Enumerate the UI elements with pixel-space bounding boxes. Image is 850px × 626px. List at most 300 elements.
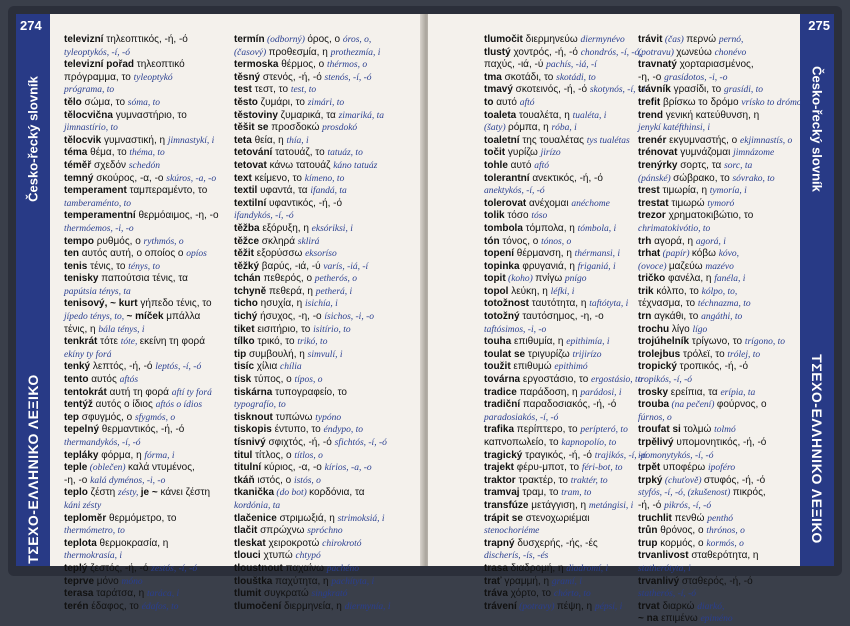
entry-transliteration: penthó	[707, 513, 734, 524]
entry-translation: συμβουλή, η	[246, 348, 308, 360]
entry-headword: termín	[234, 34, 265, 45]
entry-headword: temperament	[64, 185, 127, 197]
dictionary-entry-line	[484, 110, 634, 123]
entry-transliteration: grasídi, to	[723, 85, 763, 96]
entry-headword: teple	[64, 462, 88, 474]
entry-transliteration: kírios, -a, -o	[324, 463, 372, 474]
dictionary-entry-line	[64, 84, 214, 97]
dictionary-entry-line	[64, 601, 214, 614]
entry-translation: εκγυμναστής, ο	[666, 134, 741, 146]
entry-transliteration: traktér, to	[570, 475, 608, 486]
entry-translation: σκούρος, -α, -ο	[93, 172, 167, 184]
entry-transliteration: léfki, i	[550, 286, 575, 297]
entry-headword: topit	[484, 273, 506, 285]
dictionary-entry-line	[638, 361, 793, 374]
entry-translation: ζεστός, -ή, -ό	[87, 562, 152, 574]
entry-transliteration: paradosiakós, -í, -ó	[484, 412, 559, 423]
entry-translation: ρυθμός, ο	[94, 235, 144, 247]
entry-translation: γραμμή, η	[501, 575, 552, 587]
entry-transliteration: jípedo ténys, to,	[64, 312, 127, 323]
entry-transliteration: aftós	[119, 375, 139, 386]
entry-transliteration: pnígo	[564, 274, 587, 285]
entry-transliteration: kímeno, to	[304, 173, 345, 184]
entry-headword: tlustý	[484, 46, 511, 58]
dictionary-entry-line	[638, 387, 793, 400]
right-page	[428, 14, 834, 625]
entry-translation: θερμαντικός, -ή, -ό	[99, 424, 185, 436]
entry-headword: trenér	[638, 134, 667, 146]
entry-transliteration: agorá, i	[695, 236, 726, 247]
entry-translation: παράδοση, η	[516, 386, 581, 398]
entry-transliteration: diermynía, i	[344, 601, 391, 612]
dictionary-entry-line	[234, 236, 419, 249]
entry-headword: těžba	[234, 222, 260, 234]
dictionary-entry-line	[638, 47, 793, 60]
entry-transliteration: (papír)	[660, 249, 692, 260]
dictionary-entry-line	[484, 588, 634, 601]
entry-translation: τυπώνω	[272, 411, 316, 423]
entry-headword: tlouštka	[234, 575, 273, 587]
entry-transliteration: tyleoptykó	[133, 72, 173, 83]
dictionary-entry-line	[484, 412, 634, 425]
entry-headword: tísnivý	[234, 437, 266, 448]
dictionary-entry-line	[64, 210, 219, 223]
entry-transliteration: chonévo	[714, 47, 747, 58]
entry-headword: tchyně	[234, 285, 267, 297]
entry-headword: těstoviny	[234, 109, 278, 121]
dictionary-entry-line	[234, 487, 419, 500]
entry-headword: text	[234, 172, 252, 184]
entry-translation: μαζεύω	[668, 260, 706, 272]
entry-transliteration: sfygmós, o	[134, 412, 176, 423]
dictionary-entry-line	[234, 601, 419, 614]
entry-headword: trávit	[638, 34, 663, 45]
dictionary-entry-line	[64, 487, 214, 500]
entry-translation: διαδρομή, η	[507, 562, 567, 574]
dictionary-entry-line	[638, 613, 793, 626]
dictionary-entry-line	[64, 374, 214, 387]
dictionary-entry-line	[64, 236, 214, 249]
entry-transliteration: isitírio, to	[313, 324, 351, 335]
entry-transliteration: stenochoriéme	[484, 526, 540, 537]
entry-transliteration: (ovoce)	[638, 261, 669, 272]
dictionary-entry-line	[234, 147, 419, 160]
entry-headword: trénovat	[638, 147, 678, 159]
dictionary-entry-line	[64, 563, 214, 576]
dictionary-entry-line	[638, 72, 793, 85]
entry-translation: φούρνος, ο	[716, 399, 767, 411]
entry-translation: σκοτεινός, -ή, -ό	[512, 84, 590, 96]
dictionary-entry-line	[484, 576, 634, 589]
entry-transliteration: (do bot)	[274, 488, 310, 499]
entry-translation: τραγικός, -ή, -ό	[522, 449, 595, 461]
entry-translation: εξόρυξη, η	[259, 222, 312, 234]
dictionary-entry-line	[484, 449, 647, 463]
entry-transliteration: thérmos, o	[327, 60, 368, 71]
entry-translation: ερείπια, τα	[668, 386, 721, 398]
entry-translation: δυσχερής, -ής, -ές	[514, 537, 598, 549]
entry-headword: tolerantní	[484, 172, 530, 184]
entry-transliteration: typóno	[315, 412, 342, 423]
entry-headword: trvat	[638, 600, 660, 612]
dictionary-entry-line	[234, 525, 419, 538]
entry-translation: γυμναστήριο, το	[112, 109, 187, 121]
entry-headword: tolik	[484, 210, 505, 222]
dictionary-entry-line	[234, 361, 419, 374]
entry-translation: χωνεύω	[676, 46, 715, 58]
dictionary-entry-line	[484, 361, 634, 374]
entry-translation: υφαντά, τα	[257, 185, 311, 197]
entry-transliteration: ipoféro	[708, 463, 736, 474]
dictionary-entry-line	[638, 424, 793, 437]
entry-translation: βρίσκω το δρόμο	[660, 96, 742, 108]
dictionary-entry-line	[64, 147, 214, 160]
entry-headword: tlačenice	[234, 512, 277, 524]
entry-headword: tenisky	[64, 273, 99, 285]
entry-headword: topinka	[484, 260, 520, 272]
entry-headword: transfúze	[484, 499, 529, 511]
entry-headword: těšit se	[234, 122, 269, 134]
entry-translation: υποφέρω	[660, 462, 709, 474]
dictionary-entry-line	[234, 261, 419, 274]
dictionary-entry-line	[484, 538, 634, 551]
dictionary-entry-line	[64, 248, 214, 261]
entry-headword: tolerovat	[484, 197, 527, 209]
entry-transliteration: pikrós, -í, -ó	[664, 500, 712, 511]
entry-translation: γήπεδο τένις, το	[137, 298, 212, 310]
entry-transliteration: édafos, to	[141, 601, 179, 612]
entry-transliteration: pachítyta, i	[331, 576, 375, 587]
dictionary-entry-line	[638, 336, 793, 349]
entry-transliteration: ekíny ty forá	[64, 349, 112, 360]
entry-headword: teplo	[64, 487, 88, 499]
dictionary-entry-line	[234, 399, 419, 412]
entry-translation: σφυγμός, ο	[79, 411, 135, 423]
entry-translation: κείμενο, το	[251, 172, 305, 184]
entry-transliteration: singkrató	[311, 589, 348, 600]
entry-translation: τιμωρία, η	[659, 185, 710, 197]
dictionary-entry-line	[484, 97, 634, 110]
entry-transliteration: téchnazma, to	[697, 299, 751, 310]
entry-translation: χτυπώ	[260, 550, 296, 562]
entry-transliteration: tómbola, i	[577, 223, 617, 234]
dictionary-entry-line	[484, 500, 634, 513]
entry-transliteration: (potravy)	[516, 601, 557, 612]
entry-headword: tělocvična	[64, 109, 113, 121]
entry-transliteration: tyleoptykós, -í, -ó	[64, 47, 130, 58]
entry-transliteration: trólej, to	[727, 349, 761, 360]
entry-transliteration: friganiá, i	[577, 261, 616, 272]
entry-transliteration: thermandykós, -í, -ó	[64, 438, 141, 448]
entry-headword: topení	[484, 248, 514, 260]
entry-translation: γρασίδι, το	[670, 84, 724, 96]
entry-transliteration: zimariká, ta	[338, 110, 384, 121]
entry-transliteration: chília	[280, 362, 302, 373]
entry-transliteration: káno tatuáz	[333, 160, 378, 171]
entry-translation: καλά ντυμένος,	[127, 462, 195, 474]
dictionary-entry-line	[484, 563, 634, 576]
entry-translation: ταυτόσημος, -η, -ο	[519, 311, 604, 323]
entry-headword: tón	[484, 235, 500, 247]
dictionary-entry-line	[234, 185, 419, 198]
entry-transliteration: isichía, i	[305, 299, 338, 310]
entry-transliteration: ténys, to	[128, 261, 160, 272]
entry-headword: trpělivý	[638, 437, 674, 448]
entry-headword: tkáň	[234, 474, 255, 486]
entry-translation: παραδοσιακός, -ή, -ό	[520, 399, 617, 411]
dictionary-entry-line	[64, 450, 214, 463]
entry-headword: tempo	[64, 235, 94, 247]
dictionary-entry-line	[234, 122, 419, 135]
entry-transliteration: théma, to	[129, 148, 165, 159]
entry-headword: tlačit	[234, 525, 258, 537]
entry-transliteration: óros, o,	[342, 35, 372, 45]
dictionary-entry-line	[234, 59, 419, 72]
entry-headword: trefit	[638, 96, 661, 108]
entry-headword: test	[234, 84, 252, 96]
entry-transliteration: (šaty)	[484, 123, 509, 134]
dictionary-entry-line	[638, 588, 793, 601]
entry-headword: téměř	[64, 159, 92, 171]
entry-translation: -η, -ο	[64, 474, 91, 486]
dictionary-entry-line	[638, 576, 793, 589]
entry-translation: θερμόμετρο, το	[106, 512, 177, 524]
entry-headword: terasa	[64, 588, 94, 600]
entry-translation: επιθυμία, η	[511, 336, 567, 348]
entry-transliteration: éndypo, to	[323, 425, 364, 436]
entry-headword: tělocvik	[64, 134, 102, 146]
entry-transliteration: (potravu)	[638, 47, 677, 58]
entry-translation: χρηματοκιβώτιο, το	[665, 210, 754, 222]
entry-headword: tombola	[484, 222, 523, 234]
entry-transliteration: sfichtós, -í, -ó	[334, 438, 387, 448]
entry-headword: tento	[64, 374, 89, 386]
entry-translation: παχύς, -ιά, -ύ	[484, 59, 547, 71]
dictionary-entry-line	[638, 34, 793, 47]
entry-transliteration: sklirá	[297, 236, 320, 247]
dictionary-entry-line	[234, 324, 419, 337]
entry-translation: χορταριασμένος,	[676, 59, 754, 71]
entry-translation: ζυμαρικά, τα	[277, 109, 339, 121]
entry-translation: χίλια	[254, 361, 281, 373]
entry-headword: truchlit	[638, 512, 672, 524]
entry-headword: toulat se	[484, 348, 526, 360]
dictionary-entry-line	[638, 601, 793, 614]
entry-transliteration: sorc, ta	[724, 160, 753, 171]
entry-translation: τεστ, το	[251, 84, 291, 96]
entry-transliteration: chórto, to	[553, 589, 591, 600]
dictionary-entry-line	[234, 248, 419, 261]
entry-headword: tričko	[638, 273, 666, 285]
entry-translation: χειροκροτώ	[265, 537, 323, 549]
entry-headword: toužit	[484, 361, 511, 373]
entry-headword: tenis	[64, 260, 88, 272]
entry-transliteration: típos, o	[294, 375, 323, 386]
dictionary-entry-line	[234, 160, 419, 173]
entry-translation: διερμηνεύω	[522, 34, 581, 45]
dictionary-entry-line	[234, 437, 419, 450]
entry-translation: τότε	[97, 336, 121, 348]
dictionary-entry-line	[234, 311, 419, 324]
entry-transliteration: fúrnos, o	[638, 412, 672, 423]
dictionary-entry-line	[234, 550, 419, 563]
entry-translation: περίπτερο, το	[514, 424, 581, 436]
dictionary-entry-line	[638, 59, 793, 72]
entry-headword: trafika	[484, 424, 515, 436]
left-page	[16, 14, 424, 612]
entry-headword: ~ míček	[126, 311, 164, 323]
entry-transliteration: diadromí, i	[566, 563, 609, 574]
dictionary-entry-line	[234, 286, 419, 299]
entry-translation: ζυμάρι, το	[257, 96, 308, 108]
dictionary-entry-line	[234, 462, 419, 475]
entry-translation: πέψη, η	[556, 600, 595, 612]
right-side-title: Česko-řecký slovník	[809, 66, 825, 192]
entry-headword: tenisový, ~ kurt	[64, 298, 138, 310]
entry-transliteration: grasídotos, -i, -o	[664, 72, 728, 83]
entry-transliteration: móno	[121, 576, 143, 587]
entry-translation: τυπογραφείο, το	[272, 386, 347, 398]
entry-translation: αυτός	[88, 374, 120, 386]
entry-translation: αυτό	[493, 96, 520, 108]
entry-translation: μπάλλα	[163, 311, 201, 323]
dictionary-entry-line	[64, 47, 214, 60]
dictionary-entry-line	[484, 336, 634, 349]
entry-headword: televizní	[64, 34, 104, 45]
entry-translation: τόσο	[504, 210, 532, 222]
dictionary-entry-line	[64, 437, 214, 450]
dictionary-entry-line	[234, 475, 419, 488]
entry-translation: έδαφος, το	[88, 600, 142, 612]
dictionary-entry-line	[638, 210, 793, 223]
entry-headword: textil	[234, 185, 258, 197]
left-page-number: 274	[20, 18, 42, 33]
entry-translation: όρος, ο	[307, 34, 343, 45]
entry-transliteration: strimoksiá, i	[337, 513, 385, 524]
entry-translation: σκοτάδι, το	[501, 71, 557, 83]
dictionary-entry-line	[638, 236, 793, 249]
dictionary-entry-line	[638, 525, 793, 538]
entry-headword: tmavý	[484, 84, 513, 96]
entry-transliteration: aftó	[519, 97, 535, 108]
entry-headword: téma	[64, 147, 88, 159]
entry-translation: σχεδόν	[91, 159, 129, 171]
entry-translation: αυτή τη φορά	[106, 386, 172, 398]
entry-transliteration: kólpo, to,	[701, 286, 738, 297]
entry-transliteration: eksoríso	[305, 249, 337, 260]
entry-headword: tenkrát	[64, 336, 98, 348]
entry-translation: τύπος, ο	[251, 374, 295, 386]
dictionary-entry-line	[638, 437, 793, 450]
dictionary-entry-line	[638, 550, 793, 563]
entry-translation: πικρός,	[732, 487, 766, 499]
entry-headword: tlouci	[234, 550, 261, 562]
entry-headword: totožnost	[484, 298, 529, 310]
dictionary-entry-line	[638, 173, 793, 186]
entry-transliteration: stenós, -í, -ó	[324, 72, 372, 83]
entry-translation: σώβρακο, το	[673, 172, 733, 184]
entry-headword: tetování	[234, 147, 273, 159]
dictionary-entry-line	[64, 336, 214, 349]
entry-translation: ταμπεραμέντο, το	[126, 185, 208, 197]
entry-transliteration: fórma, i	[144, 450, 175, 461]
entry-headword: tradiční	[484, 399, 521, 411]
entry-transliteration: róba, i	[551, 123, 577, 134]
entry-headword: titul	[234, 449, 253, 461]
entry-transliteration: ifandykós, -í, -ó	[234, 211, 294, 222]
entry-headword: teta	[234, 134, 252, 146]
entry-translation: γενική κατεύθυνση, η	[663, 109, 760, 121]
entry-transliteration: epithimó	[554, 362, 588, 373]
entry-transliteration: prógrama, to	[64, 85, 115, 96]
entry-transliteration: tropikós, -í, -ó	[638, 375, 693, 386]
entry-headword: trend	[638, 109, 663, 121]
dictionary-entry-line	[64, 399, 214, 412]
entry-translation: ζέστη	[87, 487, 118, 499]
entry-translation: γυμναστική, η	[101, 134, 168, 146]
dictionary-entry-line	[64, 273, 214, 286]
dictionary-entry-line	[638, 160, 793, 173]
entry-transliteration: taftótyta, i	[589, 299, 629, 310]
entry-transliteration: jimnázome	[733, 148, 775, 159]
entry-headword: televizní pořad	[64, 59, 135, 71]
entry-transliteration: thrónos, o	[706, 526, 745, 537]
entry-transliteration: epithimía, i	[566, 337, 610, 348]
entry-transliteration: test, to	[290, 85, 317, 96]
entry-headword: tkanička	[234, 487, 275, 499]
entry-transliteration: thermóemos, -i, -o	[64, 223, 134, 234]
entry-translation: παπούτσια τένις, τα	[98, 273, 188, 285]
entry-headword: teplota	[64, 537, 97, 549]
left-column-1	[64, 34, 219, 613]
entry-transliteration: trikó, to	[297, 337, 328, 348]
dictionary-entry-line	[234, 34, 419, 47]
entry-headword: toaletní	[484, 134, 520, 146]
entry-transliteration: tualéta, i	[572, 110, 607, 121]
entry-headword: terén	[64, 600, 89, 612]
entry-translation: τέχνασμα, το	[638, 298, 698, 310]
dictionary-entry-line	[64, 160, 214, 173]
entry-transliteration: trígono, to	[744, 337, 785, 348]
entry-headword: tloustnout	[234, 562, 283, 574]
entry-transliteration: taráca, i	[146, 589, 180, 600]
dictionary-entry-line	[638, 324, 793, 337]
entry-headword: trůn	[638, 525, 658, 537]
entry-translation: αυτός αυτή, ο οποίος ο	[79, 248, 187, 260]
entry-transliteration: chtypó	[295, 551, 321, 562]
entry-headword: trouba	[638, 399, 670, 411]
entry-transliteration: tamberaménto, to	[64, 198, 132, 209]
entry-translation: τιμωρώ	[668, 197, 708, 209]
entry-headword: tragický	[484, 449, 523, 461]
entry-headword: tma	[484, 71, 502, 83]
entry-transliteration: aftí ty forá	[171, 387, 212, 398]
dictionary-entry-line	[484, 210, 634, 223]
dictionary-entry-line	[638, 374, 793, 387]
entry-transliteration: tymoró	[707, 198, 735, 209]
dictionary-entry-line	[484, 273, 634, 286]
dictionary-entry-line	[484, 349, 634, 362]
entry-translation: ταράτσα, η	[93, 588, 147, 600]
entry-transliteration: kordónia, ta	[234, 500, 281, 511]
dictionary-entry-line	[484, 34, 634, 47]
entry-transliteration: ergostásio, to	[591, 375, 643, 386]
entry-headword: titulní	[234, 462, 262, 474]
entry-translation: φέρυ-μποτ, το	[514, 462, 582, 474]
dictionary-entry-line	[64, 311, 214, 324]
entry-transliteration: pépsi, i	[594, 601, 623, 612]
entry-transliteration: erípia, ta	[720, 387, 756, 398]
